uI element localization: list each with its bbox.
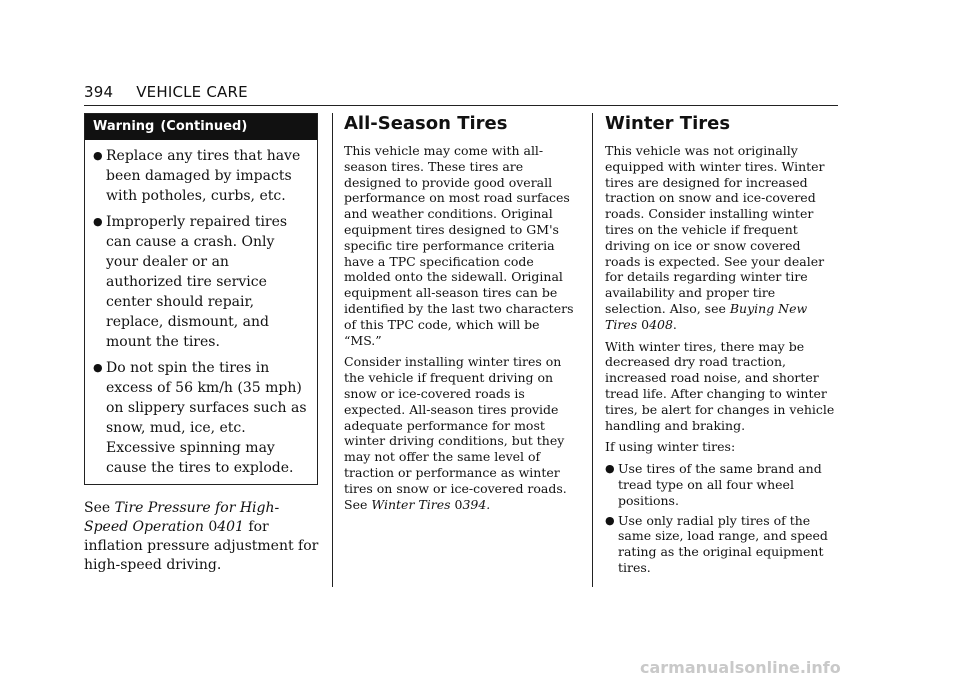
section-title: VEHICLE CARE [136, 83, 248, 101]
page-number: 394 [84, 83, 114, 101]
all-season-paragraph: This vehicle may come with all-season tires. These tires are designed to provide good overall performance on most road surfaces and weather conditions. Original equipment tires designed to GM's specific tire performance criteria have a TPC specification code molded onto the sidewall. Original equipment all-season tires can be identified by the last two characters of this TPC code, which will be “MS.” [344, 143, 574, 348]
page-ref-symbol: 0 [208, 519, 218, 535]
page-ref[interactable]: 401 [217, 519, 244, 535]
bullet-icon: ● [93, 361, 103, 374]
cross-reference-link[interactable]: Buying New Tires [605, 300, 808, 332]
cross-reference-link[interactable]: Winter Tires [371, 496, 451, 512]
all-season-paragraph: Consider installing winter tires on the vehicle if frequent driving on snow or ice-covered roads is expected. All-season tires provide adequate performance for most winter driving conditions, but they may not offer the same level of traction or performance as winter tires on snow or ice-covered roads. See Winter Tires 0394. [344, 354, 567, 512]
warning-item: ● Do not spin the tires in excess of 56 km/h (35 mph) on slippery surfaces such as snow, mud, ice, etc. Excessive spinning may cause the tires to explode. [93, 360, 307, 476]
page-ref-symbol: 0 [641, 316, 650, 332]
see-also-note: See Tire Pressure for High-Speed Operation 0401 for inflation pressure adjustment for high-speed driving. [84, 500, 319, 573]
bullet-icon: ● [605, 513, 615, 527]
middle-column [344, 113, 578, 518]
warning-label: Warning [93, 119, 155, 134]
left-column [84, 113, 320, 581]
bullet-icon: ● [605, 462, 615, 476]
page-header [84, 83, 838, 106]
list-item: ● Use tires of the same brand and tread type on all four wheel positions. [605, 461, 822, 508]
winter-paragraph: If using winter tires: [605, 439, 736, 455]
page-ref-symbol: 0 [454, 496, 463, 512]
winter-heading: Winter Tires [605, 113, 731, 134]
warning-list [85, 140, 317, 484]
winter-paragraph: This vehicle was not originally equipped with winter tires. Winter tires are designed for increased traction on snow and ice-covered roads. Consider installing winter tires on the vehicle if frequent driving on ice or snow covered roads is expected. See your dealer for details regarding winter tire availability and proper tire selection. Also, see Buying New Tires 0408. [605, 143, 825, 332]
column-divider [332, 113, 333, 587]
bullet-icon: ● [93, 149, 103, 162]
warning-item: ● Improperly repaired tires can cause a crash. Only your dealer or an authorized tire service center should repair, replace, dismount, and mount the tires. [93, 214, 288, 350]
warning-box [84, 113, 318, 485]
page-ref[interactable]: 394. [462, 496, 491, 512]
right-column [605, 113, 839, 580]
warning-title [85, 114, 317, 140]
page-ref[interactable]: 408 [649, 316, 673, 332]
warning-continued: (Continued) [160, 119, 248, 134]
warning-item: ● Replace any tires that have been damaged by impacts with potholes, curbs, etc. [93, 148, 301, 204]
list-item: ● Use only radial ply tires of the same size, load range, and speed rating as the original equipment tires. [605, 512, 828, 575]
watermark: carmanualsonline.info [640, 658, 841, 677]
winter-paragraph: With winter tires, there may be decreased dry road traction, increased road noise, and shorter tread life. After changing to winter tires, be alert for changes in vehicle handling and braking. [605, 338, 835, 433]
cross-reference-link[interactable]: Tire Pressure for High-Speed Operation [84, 500, 280, 535]
all-season-heading: All-Season Tires [344, 113, 508, 134]
winter-list [605, 461, 839, 576]
bullet-icon: ● [93, 215, 103, 228]
column-divider [592, 113, 593, 587]
